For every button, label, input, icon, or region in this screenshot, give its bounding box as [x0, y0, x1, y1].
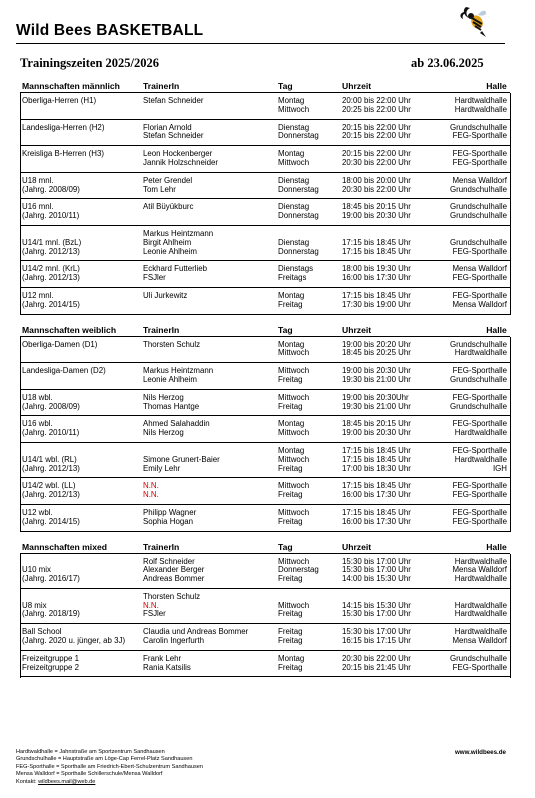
team-name: U14/1 mnl. (BzL) [22, 237, 82, 247]
team-name [20, 159, 141, 168]
schedule-row [20, 637, 510, 646]
team-name: Freizeitgruppe 1 [22, 653, 80, 663]
hall: Hardtwaldhalle [454, 627, 507, 637]
day: Donnerstag [278, 246, 319, 256]
day: Freitag [278, 609, 303, 619]
trainer-name: Eckhard Futterlieb [143, 264, 208, 274]
day: Mittwoch [278, 104, 310, 114]
trainer-name: FSJler [143, 273, 166, 283]
hall: FEG-Sporthalle [452, 516, 507, 526]
hall: Grundschulhalle [449, 374, 507, 384]
hall: FEG-Sporthalle [452, 149, 507, 159]
trainer-name: Carolin Ingerfurth [143, 636, 204, 646]
hall: Hardtwaldhalle [454, 556, 507, 566]
schedule-row [20, 593, 510, 602]
schedule-row [20, 664, 510, 673]
trainer-name: Thomas Hantge [143, 401, 200, 411]
team-name: Ball School [22, 627, 62, 637]
team-name [20, 106, 141, 115]
time-slot: 20:15 bis 22:00 Uhr [342, 149, 411, 159]
table-border [20, 337, 21, 532]
time-slot: 15:30 bis 17:00 Uhr [342, 556, 411, 566]
schedule-row [20, 230, 510, 239]
trainer-name: Markus Heintzmann [143, 228, 214, 238]
valid-from-label: ab 23.06.2025 [411, 56, 484, 70]
trainer-name: Sophia Hogan [143, 516, 194, 526]
trainer-name: Atil Büyükburc [143, 202, 194, 212]
time-slot: 15:30 bis 17:00 Uhr [342, 627, 411, 637]
schedule-row [20, 97, 510, 106]
day: Montag [278, 96, 305, 105]
footer-legend [16, 749, 203, 786]
time-slot: 16:00 bis 17:30 Uhr [342, 516, 411, 526]
table-border [510, 93, 511, 315]
day: Mittwoch [278, 157, 310, 167]
day: Mittwoch [278, 428, 310, 438]
team-name: U8 mix [22, 600, 47, 610]
time-slot: 14:00 bis 15:30 Uhr [342, 574, 411, 584]
hall: IGH [492, 463, 507, 473]
trainer-name: Simone Grunert-Baier [143, 454, 220, 464]
contact-label: Kontakt: [16, 778, 37, 785]
hall: Grundschulhalle [449, 122, 507, 132]
time-slot: 19:30 bis 21:00 Uhr [342, 401, 411, 411]
day: Mittwoch [278, 392, 310, 402]
time-slot: 17:15 bis 18:45 Uhr [342, 246, 411, 256]
team-name: U14/2 wbl. (LL) [22, 481, 76, 491]
day: Freitag [278, 627, 303, 637]
trainer-name: Nils Herzog [143, 428, 184, 438]
day: Montag [278, 149, 305, 159]
day: Freitag [278, 662, 303, 672]
schedule-row [20, 447, 510, 456]
time-slot: 19:00 bis 20:30 Uhr [342, 428, 411, 438]
team-name [20, 349, 141, 358]
time-slot: 18:00 bis 19:30 Uhr [342, 264, 411, 274]
time-slot: 17:15 bis 18:45 Uhr [342, 237, 411, 247]
time-slot: 20:15 bis 22:00 Uhr [342, 131, 411, 141]
time-slot: 17:15 bis 18:45 Uhr [342, 507, 411, 517]
hall: FEG-Sporthalle [452, 481, 507, 491]
team-name: (Jahrg. 2012/13) [22, 463, 80, 473]
day: Montag [278, 339, 305, 349]
team-name: Kreisliga B-Herren (H3) [22, 149, 104, 159]
team-name: (Jahrg. 2010/11) [22, 428, 80, 438]
website-link[interactable]: www.wildbees.de [454, 749, 506, 756]
time-slot: 15:30 bis 17:00 Uhr [342, 609, 411, 619]
col-header-trainer: TrainerIn [141, 80, 276, 93]
hall: Hardtwaldhalle [454, 104, 507, 114]
day: Mittwoch [278, 348, 310, 358]
col-header-trainer: TrainerIn [141, 541, 276, 554]
hall: FEG-Sporthalle [452, 273, 507, 283]
team-name: Landesliga-Herren (H2) [22, 122, 105, 132]
col-header-hall: Halle [433, 80, 510, 93]
team-name: (Jahrg. 2008/09) [22, 401, 80, 411]
hall: Hardtwaldhalle [454, 600, 507, 610]
schedule-row [20, 602, 510, 611]
trainer-name: N.N. [143, 481, 159, 491]
section-table [20, 324, 510, 532]
day: Donnerstag [278, 211, 319, 221]
trainer-name: Jannik Holzschneider [143, 157, 218, 167]
time-slot: 18:45 bis 20:15 Uhr [342, 419, 411, 429]
hall: FEG-Sporthalle [452, 662, 507, 672]
trainer-name [141, 212, 276, 221]
day: Dienstags [278, 264, 314, 274]
trainer-name: Markus Heintzmann [143, 366, 214, 376]
team-name: Freizeitgruppe 2 [22, 662, 80, 672]
team-name: (Jahrg. 2016/17) [22, 574, 80, 584]
day: Dienstag [278, 175, 310, 185]
time-slot: 15:30 bis 17:00 Uhr [342, 565, 411, 575]
table-border [20, 554, 21, 678]
section-header-row [20, 80, 510, 93]
schedule-row [20, 124, 510, 133]
time-slot: 17:15 bis 18:45 Uhr [342, 445, 411, 455]
trainer-name [141, 349, 276, 358]
trainer-name: Emily Lehr [143, 463, 181, 473]
time-slot: 19:30 bis 21:00 Uhr [342, 374, 411, 384]
schedule-row [20, 239, 510, 248]
trainer-name: Thorsten Schulz [143, 591, 201, 601]
team-name: U12 wbl. [22, 507, 53, 517]
trainer-name: N.N. [143, 490, 159, 500]
day: Montag [278, 290, 305, 300]
day: Dienstag [278, 202, 310, 212]
schedule-row [20, 248, 510, 257]
trainer-name: Leonie Ahlheim [143, 246, 197, 256]
schedule-row [20, 292, 510, 301]
schedule-row [20, 159, 510, 168]
trainer-name: Rolf Schneider [143, 556, 195, 566]
trainer-name: FSJler [143, 609, 166, 619]
hall: Hardtwaldhalle [454, 96, 507, 105]
time-slot: 19:00 bis 20:30Uhr [342, 392, 409, 402]
time-slot: 17:00 bis 18:30 Uhr [342, 463, 411, 473]
col-header-time: Uhrzeit [340, 324, 433, 337]
section-table [20, 80, 510, 315]
col-header-time: Uhrzeit [340, 541, 433, 554]
team-name [20, 132, 141, 141]
day: Mittwoch [278, 507, 310, 517]
time-slot: 20:30 bis 22:00 Uhr [342, 653, 411, 663]
day: Mittwoch [278, 366, 310, 376]
schedule-row [20, 341, 510, 350]
hall: Mensa Walldorf [452, 299, 507, 309]
time-slot: 17:15 bis 18:45 Uhr [342, 290, 411, 300]
day: Freitag [278, 490, 303, 500]
col-header-hall: Halle [433, 541, 510, 554]
day: Montag [278, 653, 305, 663]
hall: Grundschulhalle [449, 237, 507, 247]
footer-line: Grundschulhalle = Hauptstraße am Löge-Cap Ferrel-Platz Sandhausen [16, 756, 193, 763]
day: Mittwoch [278, 454, 310, 464]
team-name: (Jahrg. 2020 u. jünger, ab 3J) [22, 636, 126, 646]
schedule-row [20, 509, 510, 518]
hall: FEG-Sporthalle [452, 392, 507, 402]
hall: Mensa Walldorf [452, 636, 507, 646]
team-name: (Jahrg. 2012/13) [22, 490, 80, 500]
day: Freitag [278, 374, 303, 384]
bee-logo-icon [456, 4, 490, 40]
time-slot: 20:15 bis 21:45 Uhr [342, 662, 411, 672]
schedule-row [20, 558, 510, 567]
schedule [20, 80, 510, 677]
day: Freitag [278, 401, 303, 411]
day: Montag [278, 445, 305, 455]
day: Montag [278, 419, 305, 429]
time-slot: 16:15 bis 17:15 Uhr [342, 636, 411, 646]
time-slot: 19:00 bis 20:20 Uhr [342, 339, 411, 349]
trainer-name: Birgit Ahlheim [143, 237, 192, 247]
team-name: (Jahrg. 2014/15) [22, 516, 80, 526]
schedule-row [20, 186, 510, 195]
team-name [20, 376, 141, 385]
time-slot: 17:15 bis 18:45 Uhr [342, 481, 411, 491]
schedule-row [20, 518, 510, 527]
schedule-row [20, 274, 510, 283]
trainer-name: Ahmed Salahaddin [143, 419, 210, 429]
schedule-row [20, 349, 510, 358]
day: Freitags [278, 273, 307, 283]
trainer-name: Uli Jurkewitz [143, 290, 188, 300]
hall: Grundschulhalle [449, 202, 507, 212]
day: Donnerstag [278, 184, 319, 194]
time-slot: 16:00 bis 17:30 Uhr [342, 490, 411, 500]
schedule-row [20, 203, 510, 212]
hall: FEG-Sporthalle [452, 246, 507, 256]
trainer-name: Claudia und Andreas Bommer [143, 627, 249, 637]
section-table [20, 541, 510, 678]
hall: FEG-Sporthalle [452, 419, 507, 429]
day: Freitag [278, 516, 303, 526]
trainer-name: Philipp Wagner [143, 507, 197, 517]
table-border [20, 93, 21, 315]
schedule-row [20, 367, 510, 376]
team-name: (Jahrg. 2008/09) [22, 184, 80, 194]
time-slot: 16:00 bis 17:30 Uhr [342, 273, 411, 283]
team-name: (Jahrg. 2012/13) [22, 246, 80, 256]
team-name: U18 mnl. [22, 175, 54, 185]
time-slot: 18:45 bis 20:25 Uhr [342, 348, 411, 358]
hall: Hardtwaldhalle [454, 454, 507, 464]
day: Mittwoch [278, 600, 310, 610]
season-label: Trainingszeiten 2025/2026 [20, 56, 160, 70]
trainer-name [141, 301, 276, 310]
schedule-row [20, 575, 510, 584]
time-slot: 20:15 bis 22:00 Uhr [342, 122, 411, 132]
day: Dienstag [278, 237, 310, 247]
hall: Grundschulhalle [449, 401, 507, 411]
team-name: U14/2 mnl. (KrL) [22, 264, 80, 274]
trainer-name: Peter Grendel [143, 175, 193, 185]
trainer-name: N.N. [143, 600, 159, 610]
time-slot: 17:15 bis 18:45 Uhr [342, 454, 411, 464]
col-header-hall: Halle [433, 324, 510, 337]
trainer-name: Frank Lehr [143, 653, 182, 663]
trainer-name: Andreas Bommer [143, 574, 205, 584]
day: Donnerstag [278, 565, 319, 575]
schedule-row [20, 456, 510, 465]
section-heading: Mannschaften weiblich [20, 324, 141, 337]
col-header-trainer: TrainerIn [141, 324, 276, 337]
contact-email-link[interactable]: wildbees.mail@web.de [38, 778, 96, 785]
team-name: U12 mnl. [22, 290, 54, 300]
schedule-row [20, 491, 510, 500]
time-slot: 20:30 bis 22:00 Uhr [342, 157, 411, 167]
hall: FEG-Sporthalle [452, 366, 507, 376]
trainer-name: Nils Herzog [143, 392, 184, 402]
hall: Grundschulhalle [449, 653, 507, 663]
time-slot: 20:00 bis 22:00 Uhr [342, 96, 411, 105]
team-name: U14/1 wbl. (RL) [22, 454, 77, 464]
hall: FEG-Sporthalle [452, 290, 507, 300]
schedule-row [20, 301, 510, 310]
team-name: (Jahrg. 2010/11) [22, 211, 80, 221]
schedule-row [20, 655, 510, 664]
hall: Mensa Walldorf [452, 175, 507, 185]
trainer-name: Florian Arnold [143, 122, 192, 132]
schedule-row [20, 429, 510, 438]
schedule-row [20, 420, 510, 429]
schedule-row [20, 132, 510, 141]
hall: Hardtwaldhalle [454, 574, 507, 584]
hall: Hardtwaldhalle [454, 348, 507, 358]
trainer-name: Leonie Ahlheim [143, 374, 197, 384]
section-heading: Mannschaften männlich [20, 80, 141, 93]
trainer-name [141, 106, 276, 115]
team-name: Oberliga-Damen (D1) [22, 339, 98, 349]
col-header-day: Tag [276, 324, 340, 337]
schedule-row [20, 177, 510, 186]
hall: Mensa Walldorf [452, 565, 507, 575]
team-name: U10 mix [22, 565, 51, 575]
trainer-name: Stefan Schneider [143, 96, 204, 105]
time-slot: 14:15 bis 15:30 Uhr [342, 600, 411, 610]
schedule-row [20, 212, 510, 221]
table-border [510, 554, 511, 678]
day: Mittwoch [278, 481, 310, 491]
schedule-row [20, 482, 510, 491]
hall: Grundschulhalle [449, 211, 507, 221]
col-header-day: Tag [276, 541, 340, 554]
section-header-row [20, 324, 510, 337]
hall: FEG-Sporthalle [452, 157, 507, 167]
team-name: U16 mnl. [22, 202, 54, 212]
team-name: Oberliga-Herren (H1) [22, 96, 97, 105]
footer-line: Mensa Walldorf = Sporthalle Schillerschule/Mensa Walldorf [16, 771, 163, 778]
team-name: (Jahrg. 2014/15) [22, 299, 80, 309]
hall: FEG-Sporthalle [452, 131, 507, 141]
day: Freitag [278, 574, 303, 584]
schedule-row [20, 465, 510, 474]
trainer-name: Leon Hockenberger [143, 149, 213, 159]
hall: Hardtwaldhalle [454, 428, 507, 438]
team-name: U18 wbl. [22, 392, 53, 402]
schedule-row [20, 150, 510, 159]
time-slot: 17:30 bis 19:00 Uhr [342, 299, 411, 309]
trainer-name: Stefan Schneider [143, 131, 204, 141]
hall: Grundschulhalle [449, 184, 507, 194]
time-slot: 20:30 bis 22:00 Uhr [342, 184, 411, 194]
day: Donnerstag [278, 131, 319, 141]
team-name: Landesliga-Damen (D2) [22, 366, 106, 376]
hall: Hardtwaldhalle [454, 609, 507, 619]
time-slot: 19:00 bis 20:30 Uhr [342, 366, 411, 376]
col-header-day: Tag [276, 80, 340, 93]
team-name: (Jahrg. 2012/13) [22, 273, 80, 283]
schedule-row [20, 566, 510, 575]
schedule-row [20, 403, 510, 412]
schedule-row [20, 265, 510, 274]
col-header-time: Uhrzeit [340, 80, 433, 93]
day: Mittwoch [278, 556, 310, 566]
schedule-row [20, 106, 510, 115]
schedule-row [20, 610, 510, 619]
time-slot: 20:25 bis 22:00 Uhr [342, 104, 411, 114]
time-slot: 19:00 bis 20:30 Uhr [342, 211, 411, 221]
team-name: (Jahrg. 2018/19) [22, 609, 80, 619]
footer-contact [16, 779, 203, 786]
schedule-row [20, 394, 510, 403]
time-slot: 18:45 bis 20:15 Uhr [342, 202, 411, 212]
hall: Grundschulhalle [449, 339, 507, 349]
hall: Mensa Walldorf [452, 264, 507, 274]
trainer-name: Rania Katsilis [143, 662, 191, 672]
footer-line: Hardtwaldhalle = Jahnstraße am Sportzentrum Sandhausen [16, 749, 165, 755]
schedule-row [20, 376, 510, 385]
table-border [510, 337, 511, 532]
time-slot: 18:00 bis 20:00 Uhr [342, 175, 411, 185]
hall: FEG-Sporthalle [452, 490, 507, 500]
footer-line: FEG-Sporthalle = Sporthalle am Friedrich-Ebert-Schulzentrum Sandhausen [16, 763, 204, 770]
day: Freitag [278, 463, 303, 473]
day: Dienstag [278, 122, 310, 132]
title-rule [16, 43, 505, 44]
section-heading: Mannschaften mixed [20, 541, 141, 554]
section-header-row [20, 541, 510, 554]
hall: FEG-Sporthalle [452, 507, 507, 517]
team-name: U16 wbl. [22, 419, 53, 429]
page-title: Wild Bees BASKETBALL [16, 22, 204, 39]
day: Freitag [278, 636, 303, 646]
hall: FEG-Sporthalle [452, 445, 507, 455]
day: Freitag [278, 299, 303, 309]
trainer-name: Tom Lehr [143, 184, 176, 194]
trainer-name: Alexander Berger [143, 565, 205, 575]
trainer-name: Thorsten Schulz [143, 339, 201, 349]
